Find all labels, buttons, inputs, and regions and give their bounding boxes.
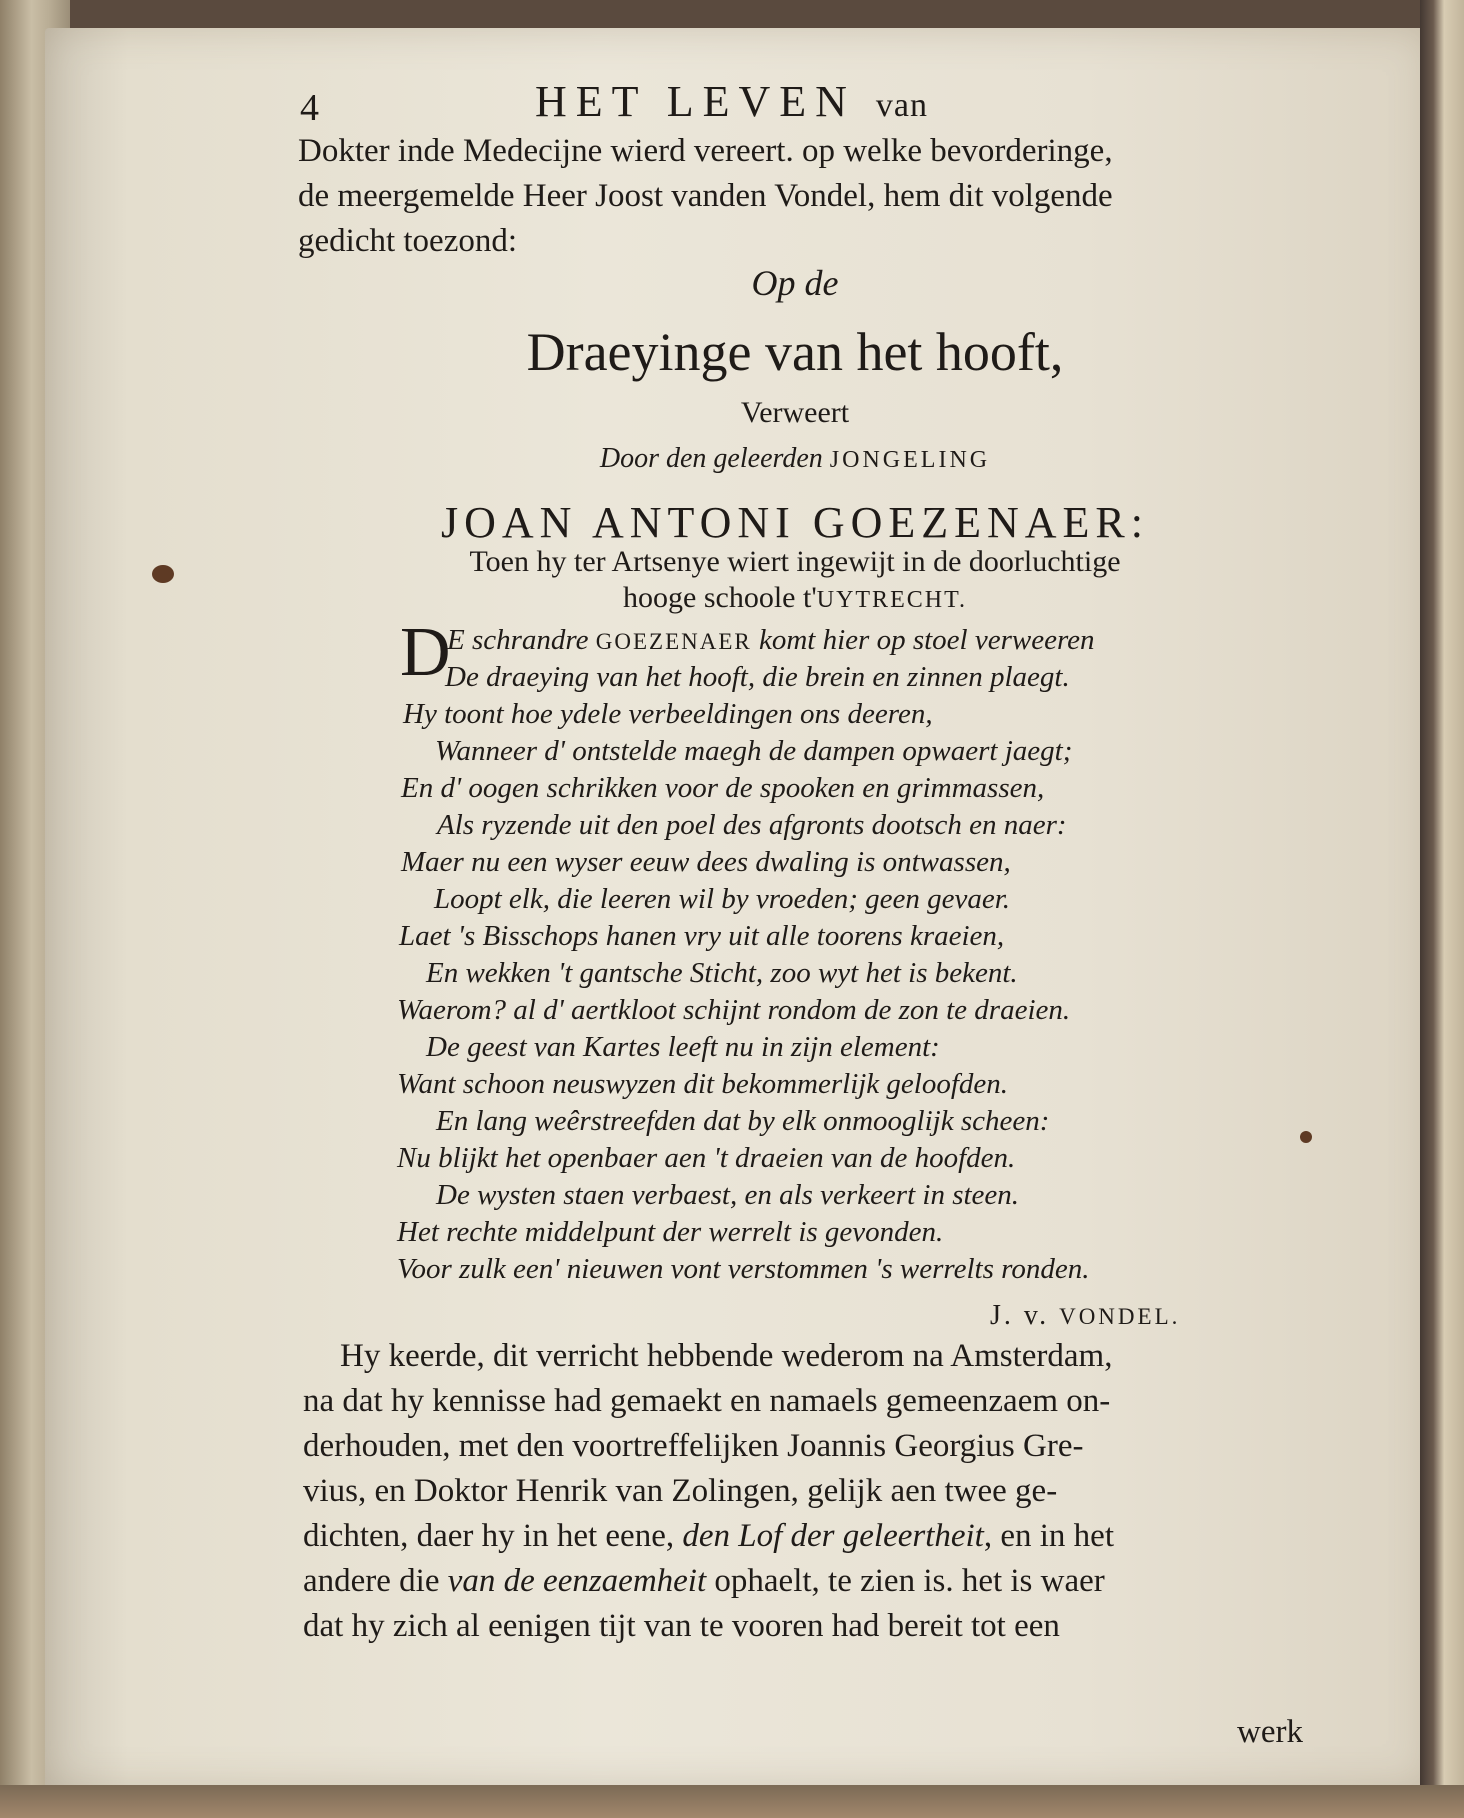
- prose-line: [303, 1518, 1114, 1555]
- catchword: werk: [1237, 1714, 1303, 1750]
- ink-stain: [1300, 1131, 1312, 1143]
- page-number: 4: [300, 87, 319, 129]
- poem-line1-end: komt hier op stoel verweeren: [758, 624, 1095, 656]
- poem-line: Hy toont hoe ydele verbeeldingen ons deeren,: [403, 698, 933, 730]
- intro-line: Dokter inde Medecijne wierd vereert. op welke bevorderinge,: [298, 133, 1113, 169]
- hooge-utrecht: UYTRECHT.: [816, 587, 967, 613]
- poem-line: Laet 's Bisschops hanen vry uit alle toorens kraeien,: [399, 920, 1005, 952]
- poem-line: De wysten staen verbaest, en als verkeert in steen.: [436, 1179, 1020, 1211]
- poem-title: Draeyinge van het hooft,: [526, 322, 1064, 382]
- signature-prefix: J. v.: [990, 1300, 1050, 1331]
- poem-line: Loopt elk, die leeren wil by vroeden; geen gevaer.: [434, 883, 1011, 915]
- poem-line: Waerom? al d' aertkloot schijnt rondom de zon te draeien.: [397, 994, 1071, 1026]
- poem-line: En d' oogen schrikken voor de spooken en grimmassen,: [401, 772, 1045, 804]
- prose-line5-start: dichten, daer hy in het eene,: [303, 1518, 675, 1554]
- running-head-title: HET LEVEN: [535, 77, 856, 126]
- prose-line: Hy keerde, dit verricht hebbende wederom na Amsterdam,: [340, 1338, 1113, 1374]
- poem-line: De draeying van het hooft, die brein en zinnen plaegt.: [445, 661, 1070, 693]
- prose-line: [303, 1563, 1105, 1600]
- door-italic: Door den geleerden: [599, 443, 823, 474]
- ink-stain: [152, 565, 174, 583]
- prose-line5-italic: den Lof der geleertheit: [682, 1518, 984, 1554]
- poem-line: [447, 624, 1095, 657]
- prose-line5-end: , en in het: [983, 1518, 1114, 1554]
- poem-line: En wekken 't gantsche Sticht, zoo wyt het is bekent.: [426, 957, 1018, 989]
- drop-cap: D: [400, 614, 451, 691]
- poem-line: Want schoon neuswyzen dit bekommerlijk geloofden.: [397, 1068, 1009, 1100]
- running-head: [535, 76, 928, 127]
- table-surface: [0, 1785, 1464, 1818]
- poem-line: Het rechte middelpunt der werrelt is gevonden.: [397, 1216, 944, 1248]
- poem-line1-start: E schrandre: [447, 624, 589, 656]
- prose-line: na dat hy kennisse had gemaekt en namaels gemeenzaem on-: [303, 1383, 1111, 1419]
- poem-line: De geest van Kartes leeft nu in zijn element:: [426, 1031, 940, 1063]
- prose-line: derhouden, met den voortreffelijken Joannis Georgius Gre-: [303, 1428, 1084, 1464]
- poem-line: Wanneer d' ontstelde maegh de dampen opwaert jaegt;: [435, 735, 1073, 767]
- intro-line: gedicht toezond:: [298, 223, 518, 259]
- poem-heading-door: [245, 443, 1345, 475]
- poem-line: Maer nu een wyser eeuw dees dwaling is ontwassen,: [401, 846, 1011, 878]
- hooge-prefix: hooge schoole t': [623, 581, 817, 614]
- poem-line: En lang weêrstreefden dat by elk onmooglijk scheen:: [436, 1105, 1050, 1137]
- poem-line1-name: GOEZENAER: [595, 629, 752, 654]
- running-head-van: van: [875, 87, 929, 124]
- intro-line: de meergemelde Heer Joost vanden Vondel, hem dit volgende: [298, 178, 1113, 214]
- prose-line: vius, en Doktor Henrik van Zolingen, gelijk aen twee ge-: [303, 1473, 1058, 1509]
- poem-heading-toen: Toen hy ter Artsenye wiert ingewijt in de doorluchtige: [469, 545, 1121, 578]
- poem-signature: [990, 1300, 1180, 1332]
- poem-heading-name: JOAN ANTONI GOEZENAER:: [440, 498, 1150, 547]
- poem-heading-hooge: [245, 581, 1345, 615]
- poem-line: Voor zulk een' nieuwen vont verstommen 's werrelts ronden.: [397, 1253, 1090, 1285]
- poem-line: Nu blijkt het openbaer aen 't draeien van de hoofden.: [397, 1142, 1016, 1174]
- door-jongeling: JONGELING: [829, 447, 991, 473]
- prose-line: dat hy zich al eenigen tijt van te vooren had bereit tot een: [303, 1608, 1060, 1644]
- signature-name: VONDEL.: [1059, 1304, 1181, 1329]
- poem-line: Als ryzende uit den poel des afgronts dootsch en naer:: [437, 809, 1067, 841]
- prose-line6-start: andere die: [303, 1563, 440, 1599]
- book-edge-right: [1420, 0, 1464, 1818]
- prose-line6-italic: van de eenzaemheit: [447, 1563, 707, 1599]
- poem-heading-verweert: Verweert: [740, 396, 850, 429]
- prose-line6-end: ophaelt, te zien is. het is waer: [714, 1563, 1105, 1599]
- poem-heading-op-de: Op de: [751, 263, 839, 303]
